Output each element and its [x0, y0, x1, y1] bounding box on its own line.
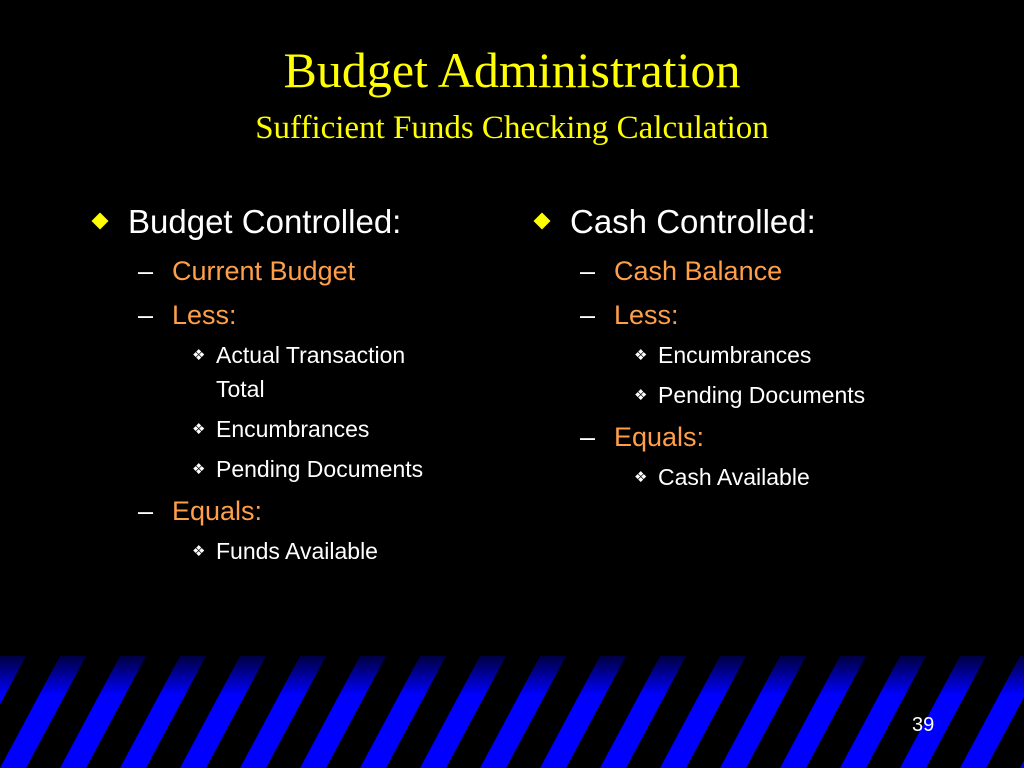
funds-available-label: Funds Available [216, 538, 378, 564]
dash-bullet-icon: – [580, 422, 596, 452]
equals-label: Equals: [172, 496, 263, 526]
cash-controlled-column [534, 198, 954, 500]
list-item [534, 418, 954, 456]
actual-transaction-total-label: Actual Transaction Total [216, 342, 406, 402]
list-item [92, 534, 492, 568]
budget-controlled-heading [92, 198, 492, 246]
encumbrances-label: Encumbrances [658, 342, 812, 368]
less-label: Less: [172, 300, 237, 330]
dash-bullet-icon: – [580, 256, 596, 286]
four-diamond-bullet-icon: ❖ [192, 420, 206, 438]
equals-label: Equals: [614, 422, 705, 452]
page-number: 39 [912, 714, 935, 736]
dash-bullet-icon: – [580, 300, 596, 330]
budget-controlled-label: Budget Controlled: [128, 203, 402, 240]
budget-controlled-column [92, 198, 492, 574]
four-diamond-bullet-icon: ❖ [634, 386, 648, 404]
list-item [92, 252, 492, 290]
slide-title: Budget Administration [283, 42, 741, 98]
list-item [92, 452, 492, 486]
list-item [92, 338, 492, 406]
four-diamond-bullet-icon: ❖ [192, 542, 206, 560]
pending-documents-label: Pending Documents [216, 456, 424, 482]
four-diamond-bullet-icon: ❖ [634, 468, 648, 486]
dash-bullet-icon: – [138, 256, 154, 286]
list-item [92, 296, 492, 334]
list-item [534, 296, 954, 334]
four-diamond-bullet-icon: ❖ [634, 346, 648, 364]
slide-subtitle: Sufficient Funds Checking Calculation [255, 110, 769, 146]
list-item [534, 460, 954, 494]
diamond-bullet-icon [92, 213, 109, 230]
list-item [92, 412, 492, 446]
dash-bullet-icon: – [138, 300, 154, 330]
list-item [534, 378, 954, 412]
striped-footer-band [0, 656, 1024, 768]
encumbrances-label: Encumbrances [216, 416, 370, 442]
list-item [92, 492, 492, 530]
less-label: Less: [614, 300, 679, 330]
list-item [534, 338, 954, 372]
cash-available-label: Cash Available [658, 464, 810, 490]
list-item [534, 252, 954, 290]
cash-controlled-label: Cash Controlled: [570, 203, 816, 240]
current-budget-label: Current Budget [172, 256, 356, 286]
cash-controlled-heading [534, 198, 954, 246]
four-diamond-bullet-icon: ❖ [192, 460, 206, 478]
cash-balance-label: Cash Balance [614, 256, 783, 286]
pending-documents-label: Pending Documents [658, 382, 866, 408]
four-diamond-bullet-icon: ❖ [192, 346, 206, 364]
diamond-bullet-icon [534, 213, 551, 230]
dash-bullet-icon: – [138, 496, 154, 526]
